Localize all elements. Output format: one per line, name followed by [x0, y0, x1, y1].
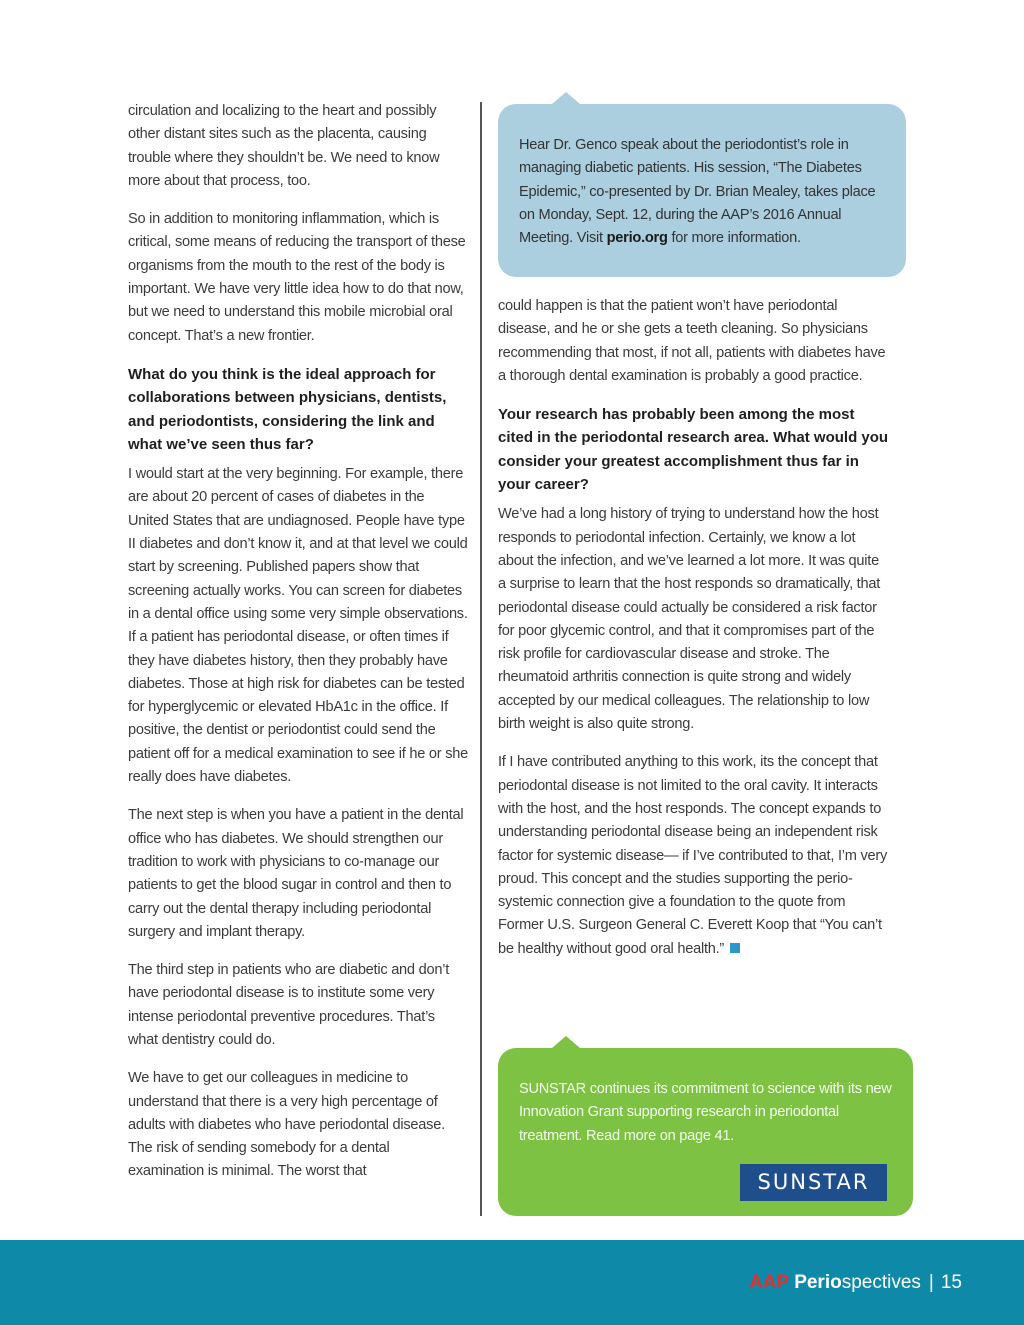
- column-divider: [480, 102, 482, 1216]
- promo-sunstar-text: SUNSTAR continues its commitment to science with its new Innovation Grant supporting research in periodontal treatment. Read more on page 41.: [519, 1081, 892, 1144]
- callout-notch: [552, 1036, 580, 1048]
- promo-callout-sunstar: [498, 1048, 913, 1216]
- right-paragraph-3: [498, 751, 890, 961]
- promo-callout-session: [498, 104, 906, 277]
- question-accomplishment: Your research has probably been among the most cited in the periodontal research area. What would you consider your greatest accomplishment thus far in your career?: [498, 406, 889, 494]
- left-paragraph-1: circulation and localizing to the heart and possibly other distant sites such as the placenta, causing trouble where they shouldn’t be. We need to know more about that process, too.: [128, 103, 440, 189]
- right-paragraph-1: could happen is that the patient won’t have periodontal disease, and he or she gets a teeth cleaning. So physicians recommending that most, if not all, patients with diabetes have a thorough dental examination is probably a good practice.: [498, 298, 886, 384]
- left-paragraph-6: We have to get our colleagues in medicine to understand that there is a very high percentage of adults with diabetes who have periodontal disease. The risk of sending somebody for a dental examination is minimal. The worst that: [128, 1070, 445, 1180]
- page-number: 15: [940, 1272, 962, 1293]
- left-paragraph-2: So in addition to monitoring inflammation, which is critical, some means of reducing the transport of these organisms from the mouth to the rest of the body is important. We have very little idea how to do that now, but we need to understand this mobile microbial oral concept. That’s a new frontier.: [128, 211, 466, 344]
- right-column: [498, 295, 890, 976]
- question-collaboration: What do you think is the ideal approach for collaborations between physicians, dentists, and periodontists, considering the link and what we’ve seen thus far?: [128, 365, 447, 453]
- sunstar-logo: SUNSTAR: [740, 1164, 887, 1201]
- footer-separator: |: [928, 1272, 934, 1293]
- promo-session-suffix: for more information.: [667, 230, 801, 247]
- left-paragraph-4: The next step is when you have a patient in the dental office who has diabetes. We should strengthen our tradition to work with physicians to co-manage our patients to get the blood sugar in control and then to carry out the dental therapy including periodontal surgery and implant therapy.: [128, 807, 464, 940]
- right-paragraph-3-text: If I have contributed anything to this work, its the concept that periodontal disease is not limited to the oral cavity. It interacts with the host, and the host responds. The concept expands to understanding periodontal disease being an independent risk factor for systemic disease— if I’ve contributed to that, I’m very proud. This concept and the studies supporting the perio-systemic connection give a foundation to the quote from Former U.S. Surgeon General C. Everett Koop that “You can’t be healthy without good oral health.”: [498, 754, 888, 957]
- footer-spectives: spectives: [841, 1272, 921, 1293]
- right-paragraph-2: We’ve had a long history of trying to understand how the host responds to periodontal infection. Certainly, we know a lot about the infection, and we’ve learned a lot more. It was quite a surprise to learn that the host responds so dramatically, that periodontal disease could actually be considered a risk factor for poor glycemic control, and that it compromises part of the risk profile for cardiovascular disease and stroke. The rheumatoid arthritis connection is quite strong and widely accepted by our medical colleagues. The relationship to low birth weight is also quite strong.: [498, 506, 881, 733]
- left-paragraph-3: I would start at the very beginning. For example, there are about 20 percent of cases of diabetes in the United States that are undiagnosed. People have type II diabetes and don’t know it, and at that level we could start by screening. Published papers show that screening actually works. You can screen for diabetes in a dental office using some very simple observations. If a patient has periodontal disease, or often times if they have diabetes history, then they probably have diabetes. Those at high risk for diabetes can be tested for hyperglycemic or elevated HbA1c in the office. If positive, the dentist or periodontist could send the patient off for a medical examination to see if he or she really does have diabetes.: [128, 466, 468, 786]
- end-mark-icon: [730, 943, 740, 953]
- footer-perio: Perio: [794, 1272, 842, 1293]
- left-column: [128, 100, 468, 1199]
- perio-org-link[interactable]: perio.org: [606, 230, 668, 247]
- footer-band: [0, 1240, 1024, 1325]
- promo-session-text: Hear Dr. Genco speak about the periodontist’s role in managing diabetic patients. His session, “The Diabetes Epidemic,” co-presented by Dr. Brian Mealey, takes place on Monday, Sept. 12, during the AAP’s 2016 Annual Meeting. Visit: [519, 137, 876, 247]
- callout-notch: [552, 92, 580, 104]
- footer-brand: [749, 1272, 962, 1294]
- footer-aap: AAP: [749, 1272, 790, 1293]
- left-paragraph-5: The third step in patients who are diabetic and don’t have periodontal disease is to institute some very intense periodontal preventive procedures. That’s what dentistry could do.: [128, 962, 449, 1048]
